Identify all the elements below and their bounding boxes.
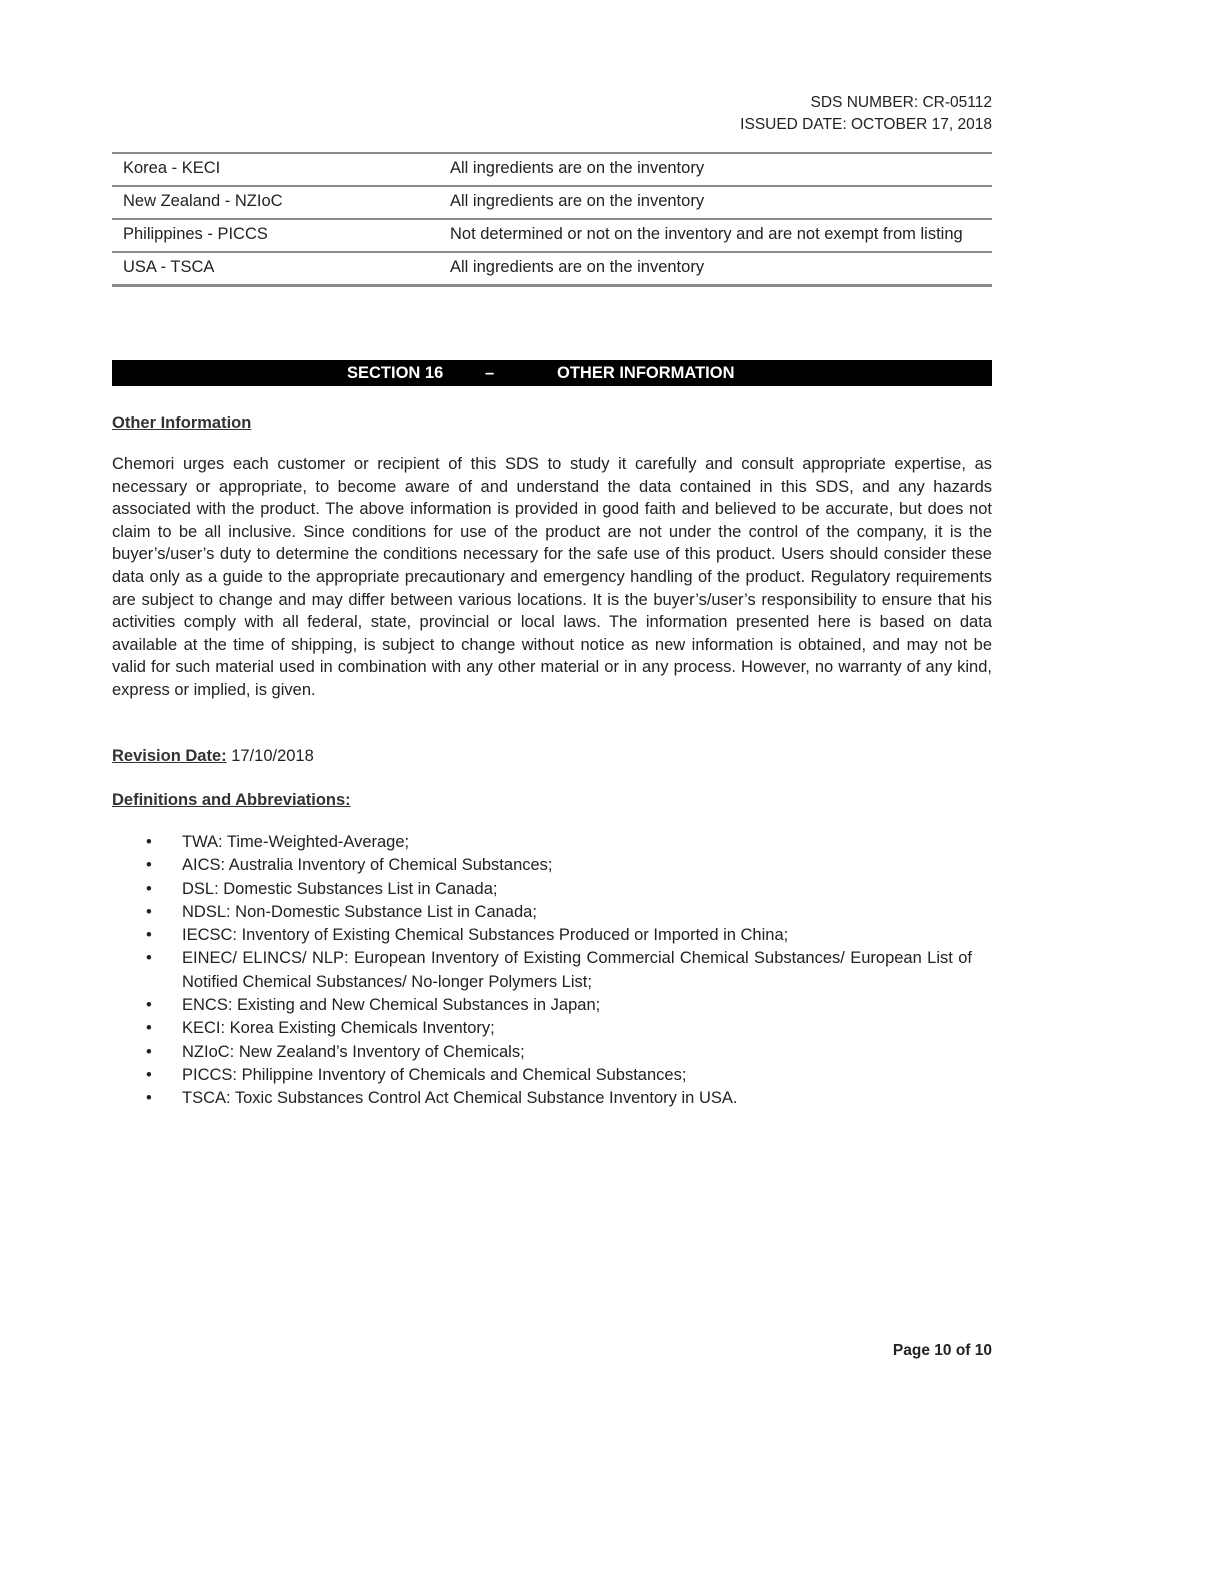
definitions-list — [146, 831, 972, 1111]
document-header — [740, 92, 992, 136]
section-title: OTHER INFORMATION — [557, 364, 735, 382]
inventory-status: All ingredients are on the inventory — [450, 258, 705, 276]
inventory-country: New Zealand - NZIoC — [123, 192, 283, 210]
bullet-icon: • — [146, 833, 152, 851]
issued-date: ISSUED DATE: OCTOBER 17, 2018 — [740, 116, 992, 133]
bullet-icon: • — [146, 949, 152, 968]
section-header-bar — [112, 360, 992, 386]
bullet-icon: • — [146, 1042, 152, 1061]
page-number: Page 10 of 10 — [892, 1342, 992, 1359]
bullet-icon: • — [146, 1065, 152, 1084]
bullet-icon: • — [146, 926, 152, 945]
inventory-status: Not determined or not on the inventory and are not exempt from listing — [450, 225, 963, 243]
inventory-country: Korea - KECI — [123, 159, 221, 177]
definitions-heading: Definitions and Abbreviations: — [112, 791, 351, 809]
revision-date-label: Revision Date: — [112, 747, 227, 765]
inventory-country: Philippines - PICCS — [123, 225, 268, 243]
bullet-icon: • — [146, 879, 152, 898]
inventory-status: All ingredients are on the inventory — [450, 159, 705, 177]
bullet-icon: • — [146, 902, 152, 921]
list-item: • NDSL: Non-Domestic Substance List in Canada; — [182, 901, 972, 924]
inventory-table — [112, 152, 992, 287]
list-item: • DSL: Domestic Substances List in Canada; — [182, 878, 972, 901]
section-number: SECTION 16 — [347, 364, 444, 382]
section-dash: – — [485, 364, 495, 382]
inventory-country: USA - TSCA — [123, 258, 215, 276]
table-row — [112, 153, 992, 186]
bullet-icon: • — [146, 1089, 152, 1108]
list-item: • TWA: Time-Weighted-Average; — [182, 831, 972, 854]
list-item: • PICCS: Philippine Inventory of Chemicals and Chemical Substances; — [182, 1064, 972, 1087]
list-item: • AICS: Australia Inventory of Chemical Substances; — [182, 854, 972, 877]
revision-date-value: 17/10/2018 — [226, 747, 314, 765]
list-item: • KECI: Korea Existing Chemicals Inventory; — [182, 1017, 972, 1040]
inventory-status: All ingredients are on the inventory — [450, 192, 705, 210]
list-item: • NZIoC: New Zealand’s Inventory of Chemicals; — [182, 1041, 972, 1064]
other-information-text: Chemori urges each customer or recipient of this SDS to study it carefully and consult appropriate expertise, as necessary or appropriate, to become aware of and understand the data contained in this SDS, and any hazards associated with the product. The above information is provided in good faith and believed to be accurate, but does not claim to be all inclusive. Since conditions for use of the product are not under the control of the company, it is the buyer’s/user’s duty to determine the conditions necessary for the safe use of this product. Users should consider these data only as a guide to the appropriate precautionary and emergency handling of the product. Regulatory requirements are subject to change and may differ between various locations. It is the buyer’s/user’s responsibility to ensure that his activities comply with all federal, state, provincial or local laws. The information presented here is based on data available at the time of shipping, is subject to change without notice as new information is obtained, and may not be valid for such material used in combination with any other material or in any process. However, no warranty of any kind, express or implied, is given. — [112, 455, 992, 699]
list-item: • EINEC/ ELINCS/ NLP: European Inventory of Existing Commercial Chemical Substances/ European List of Notified Chemical Substances/ No-longer Polymers List; — [146, 949, 972, 991]
sds-number: SDS NUMBER: CR-05112 — [810, 94, 992, 111]
table-row — [112, 186, 992, 219]
other-information-heading: Other Information — [112, 414, 252, 432]
bullet-icon: • — [146, 1019, 152, 1038]
revision-date — [112, 745, 314, 767]
bullet-icon: • — [146, 996, 152, 1015]
table-row — [112, 252, 992, 286]
bullet-icon: • — [146, 856, 152, 875]
table-row — [112, 219, 992, 252]
list-item: • ENCS: Existing and New Chemical Substances in Japan; — [182, 994, 972, 1017]
list-item: • TSCA: Toxic Substances Control Act Chemical Substance Inventory in USA. — [182, 1087, 972, 1110]
list-item: • IECSC: Inventory of Existing Chemical Substances Produced or Imported in China; — [182, 924, 972, 947]
